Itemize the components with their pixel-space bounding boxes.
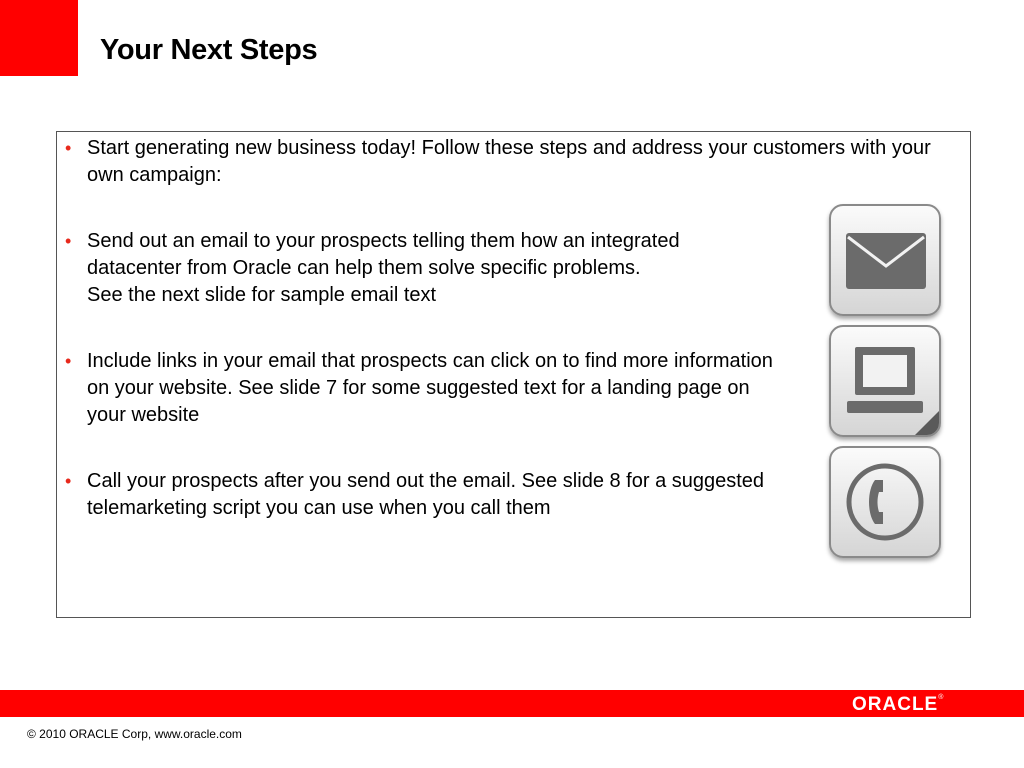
bullet-dot-icon: •	[65, 351, 72, 371]
page-title: Your Next Steps	[100, 34, 318, 66]
bullet-item	[65, 135, 965, 189]
bullet-text: Start generating new business today! Follow these steps and address your customers with your own campaign:	[87, 137, 931, 186]
registered-mark: ®	[938, 694, 945, 701]
bullet-item	[65, 228, 765, 309]
bullet-dot-icon: •	[65, 138, 72, 158]
copyright-footer: © 2010 ORACLE Corp, www.oracle.com	[27, 727, 242, 741]
phone-icon	[831, 448, 939, 556]
corner-accent-block	[0, 0, 78, 76]
bullet-dot-icon: •	[65, 231, 72, 251]
bullet-text-line: See the next slide for sample email text	[87, 284, 437, 306]
envelope-tile	[829, 204, 941, 316]
computer-icon	[831, 327, 939, 435]
bullet-item	[65, 348, 785, 429]
computer-tile	[829, 325, 941, 437]
phone-tile	[829, 446, 941, 558]
bullet-dot-icon: •	[65, 471, 72, 491]
bullet-text-line: Send out an email to your prospects telling them how an integrated datacenter from Oracle can help them solve specific problems.	[87, 230, 680, 279]
bullet-text: Include links in your email that prospects can click on to find more information on your website. See slide 7 for some suggested text for a landing page on your website	[87, 350, 773, 426]
bullet-text	[87, 228, 765, 309]
envelope-icon	[831, 206, 939, 314]
oracle-logo	[852, 694, 944, 716]
bullet-text: Call your prospects after you send out the email. See slide 8 for a suggested telemarketing script you can use when you call them	[87, 470, 765, 519]
bullet-item	[65, 468, 785, 522]
oracle-logo-text: ORACLE	[852, 694, 939, 715]
